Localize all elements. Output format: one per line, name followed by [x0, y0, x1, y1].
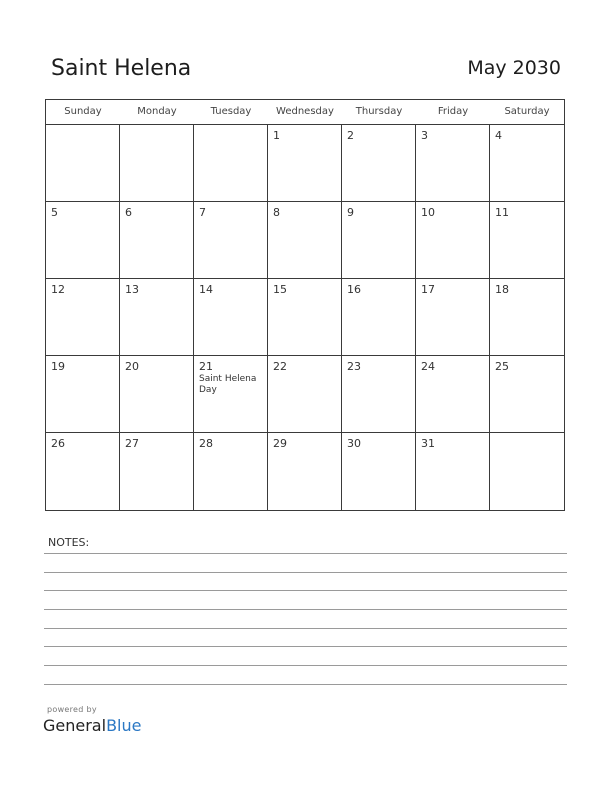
note-line	[44, 628, 567, 629]
holiday-event: Saint Helena Day	[199, 374, 257, 395]
day-cell-8[interactable]	[268, 202, 342, 279]
day-cell-14[interactable]	[194, 279, 268, 356]
day-number: 8	[273, 206, 280, 219]
note-line	[44, 572, 567, 573]
brand-logo[interactable]	[43, 716, 141, 735]
day-number: 20	[125, 360, 139, 373]
day-number: 19	[51, 360, 65, 373]
day-cell-23[interactable]	[342, 356, 416, 433]
day-cell-21[interactable]	[194, 356, 268, 433]
day-cell-7[interactable]	[194, 202, 268, 279]
day-number: 27	[125, 437, 139, 450]
day-number: 6	[125, 206, 132, 219]
day-number: 2	[347, 129, 354, 142]
calendar-month: May 2030	[467, 57, 561, 79]
day-number: 30	[347, 437, 361, 450]
day-cell-24[interactable]	[416, 356, 490, 433]
day-cell-9[interactable]	[342, 202, 416, 279]
note-line	[44, 665, 567, 666]
empty-day-cell	[194, 125, 268, 202]
weekday-saturday: Saturday	[504, 106, 550, 117]
day-cell-5[interactable]	[46, 202, 120, 279]
day-number: 31	[421, 437, 435, 450]
day-number: 9	[347, 206, 354, 219]
day-cell-25[interactable]	[490, 356, 564, 433]
day-cell-19[interactable]	[46, 356, 120, 433]
day-number: 13	[125, 283, 139, 296]
brand-blue: Blue	[106, 716, 142, 735]
day-cell-10[interactable]	[416, 202, 490, 279]
day-cell-30[interactable]	[342, 433, 416, 510]
calendar-body	[46, 125, 564, 510]
day-number: 18	[495, 283, 509, 296]
day-cell-11[interactable]	[490, 202, 564, 279]
day-number: 29	[273, 437, 287, 450]
note-line	[44, 684, 567, 685]
powered-by-text: powered by	[47, 705, 97, 714]
day-number: 28	[199, 437, 213, 450]
weekday-wednesday: Wednesday	[276, 106, 334, 117]
day-cell-31[interactable]	[416, 433, 490, 510]
day-number: 11	[495, 206, 509, 219]
brand-general: General	[43, 716, 107, 735]
day-cell-18[interactable]	[490, 279, 564, 356]
day-number: 12	[51, 283, 65, 296]
notes-label: NOTES:	[48, 536, 90, 549]
day-number: 5	[51, 206, 58, 219]
day-number: 1	[273, 129, 280, 142]
day-cell-16[interactable]	[342, 279, 416, 356]
day-cell-12[interactable]	[46, 279, 120, 356]
empty-day-cell	[46, 125, 120, 202]
day-number: 22	[273, 360, 287, 373]
note-line	[44, 646, 567, 647]
empty-day-cell	[490, 433, 564, 510]
calendar-title: Saint Helena	[51, 56, 192, 81]
day-cell-1[interactable]	[268, 125, 342, 202]
day-cell-17[interactable]	[416, 279, 490, 356]
day-number: 15	[273, 283, 287, 296]
day-cell-28[interactable]	[194, 433, 268, 510]
note-line	[44, 590, 567, 591]
day-number: 16	[347, 283, 361, 296]
day-number: 7	[199, 206, 206, 219]
weekday-sunday: Sunday	[64, 106, 102, 117]
note-line	[44, 609, 567, 610]
day-number: 21	[199, 360, 213, 373]
weekday-tuesday: Tuesday	[210, 106, 252, 117]
day-cell-20[interactable]	[120, 356, 194, 433]
day-number: 24	[421, 360, 435, 373]
weekday-monday: Monday	[137, 106, 177, 117]
day-number: 4	[495, 129, 502, 142]
day-number: 3	[421, 129, 428, 142]
day-number: 25	[495, 360, 509, 373]
day-number: 17	[421, 283, 435, 296]
empty-day-cell	[120, 125, 194, 202]
day-cell-2[interactable]	[342, 125, 416, 202]
day-number: 26	[51, 437, 65, 450]
day-cell-6[interactable]	[120, 202, 194, 279]
day-cell-22[interactable]	[268, 356, 342, 433]
weekday-friday: Friday	[437, 106, 469, 117]
day-cell-4[interactable]	[490, 125, 564, 202]
day-cell-26[interactable]	[46, 433, 120, 510]
day-number: 23	[347, 360, 361, 373]
calendar-grid	[45, 99, 565, 511]
weekday-header	[46, 100, 564, 125]
day-cell-3[interactable]	[416, 125, 490, 202]
day-cell-15[interactable]	[268, 279, 342, 356]
weekday-thursday: Thursday	[355, 106, 403, 117]
day-cell-13[interactable]	[120, 279, 194, 356]
day-number: 14	[199, 283, 213, 296]
note-line	[44, 553, 567, 554]
day-number: 10	[421, 206, 435, 219]
day-cell-27[interactable]	[120, 433, 194, 510]
day-cell-29[interactable]	[268, 433, 342, 510]
